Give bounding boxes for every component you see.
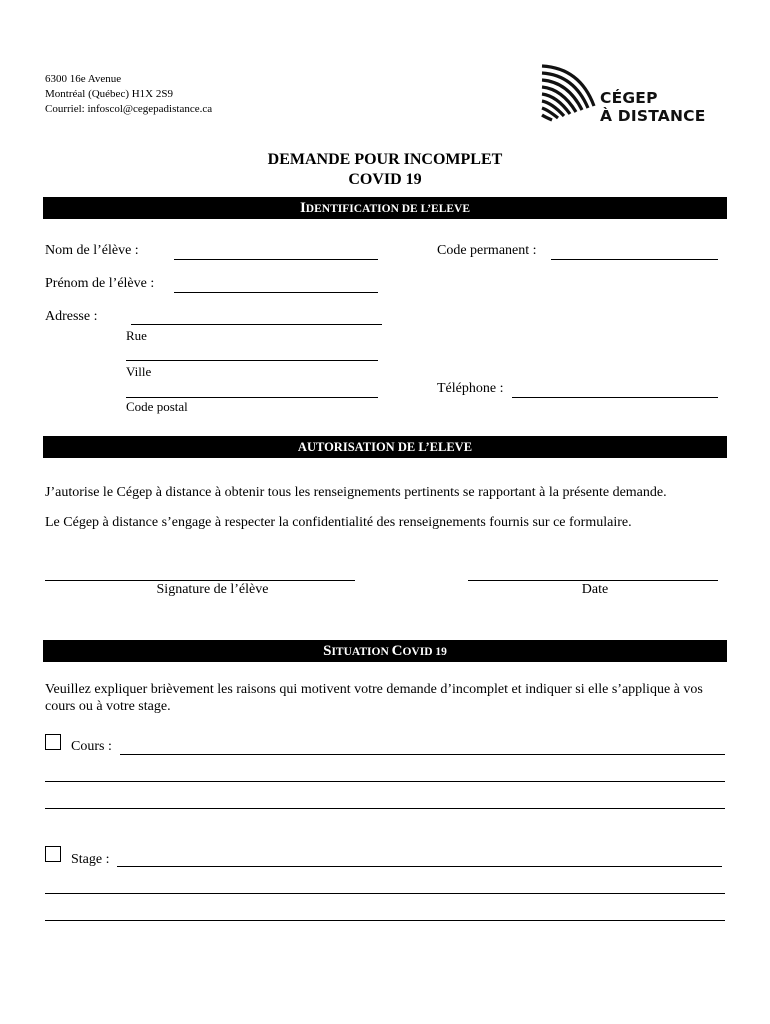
cegep-logo [540,62,710,126]
nom-label: Nom de l’élève : [45,243,139,258]
autorisation-text-1: J’autorise le Cégep à distance à obtenir tous les renseignements pertinents se rapportant à la présente demande. [45,485,667,500]
code-permanent-label: Code permanent : [437,243,537,258]
date-label: Date [581,582,609,597]
telephone-field[interactable] [512,397,718,398]
prenom-field[interactable] [174,292,378,293]
stage-checkbox[interactable] [45,846,61,862]
signature-label: Signature de l’élève [156,582,269,597]
code-permanent-field[interactable] [551,259,718,260]
stage-field-line-2[interactable] [45,893,725,894]
address-line-street: 6300 16e Avenue [45,73,122,85]
section-header-situation [43,640,727,662]
stage-label: Stage : [71,852,110,867]
nom-field[interactable] [174,259,378,260]
logo-text [600,89,706,125]
cours-field-line-1[interactable] [120,754,725,755]
heading-rest: OVID 19 [402,646,447,658]
stage-field-line-1[interactable] [117,866,722,867]
heading-initial-s: S [323,643,332,659]
heading-rest: DENTIFICATION DE L’ELEVE [305,203,471,215]
form-title: DEMANDE POUR INCOMPLET [267,151,503,168]
form-subtitle: COVID 19 [348,171,422,188]
code-postal-field[interactable] [126,397,378,398]
cours-field-line-3[interactable] [45,808,725,809]
ville-field[interactable] [126,360,378,361]
cours-label: Cours : [71,739,112,754]
heading-mid: ITUATION [331,646,392,658]
code-postal-label: Code postal [126,399,188,414]
prenom-label: Prénom de l’élève : [45,276,155,291]
section-header-identification [43,197,727,219]
address-line-city: Montréal (Québec) H1X 2S9 [45,88,173,100]
ville-label: Ville [126,364,152,379]
rue-label: Rue [126,328,147,343]
situation-instructions: Veuillez expliquer brièvement les raisons qui motivent votre demande d’incomplet et indiquer si elle s’applique à vos cours ou à votre stage. [45,682,703,714]
school-address [45,72,212,117]
logo-text-line2: À DISTANCE [600,107,706,125]
stage-field-line-3[interactable] [45,920,725,921]
cours-checkbox[interactable] [45,734,61,750]
signature-field[interactable] [45,580,355,581]
rue-field[interactable] [131,324,382,325]
telephone-label: Téléphone : [437,381,504,396]
logo-text-line1: CÉGEP [600,89,658,107]
adresse-label: Adresse : [45,309,98,324]
address-line-email: Courriel: infoscol@cegepadistance.ca [45,103,213,115]
heading-initial: I [299,200,306,216]
logo-arcs-icon [540,62,598,126]
heading-initial-c: C [391,643,403,659]
cours-field-line-2[interactable] [45,781,725,782]
autorisation-text-2: Le Cégep à distance s’engage à respecter la confidentialité des renseignements fournis sur ce formulaire. [45,515,632,530]
section-header-autorisation: AUTORISATION DE L’ELEVE [43,436,727,458]
date-field[interactable] [468,580,718,581]
